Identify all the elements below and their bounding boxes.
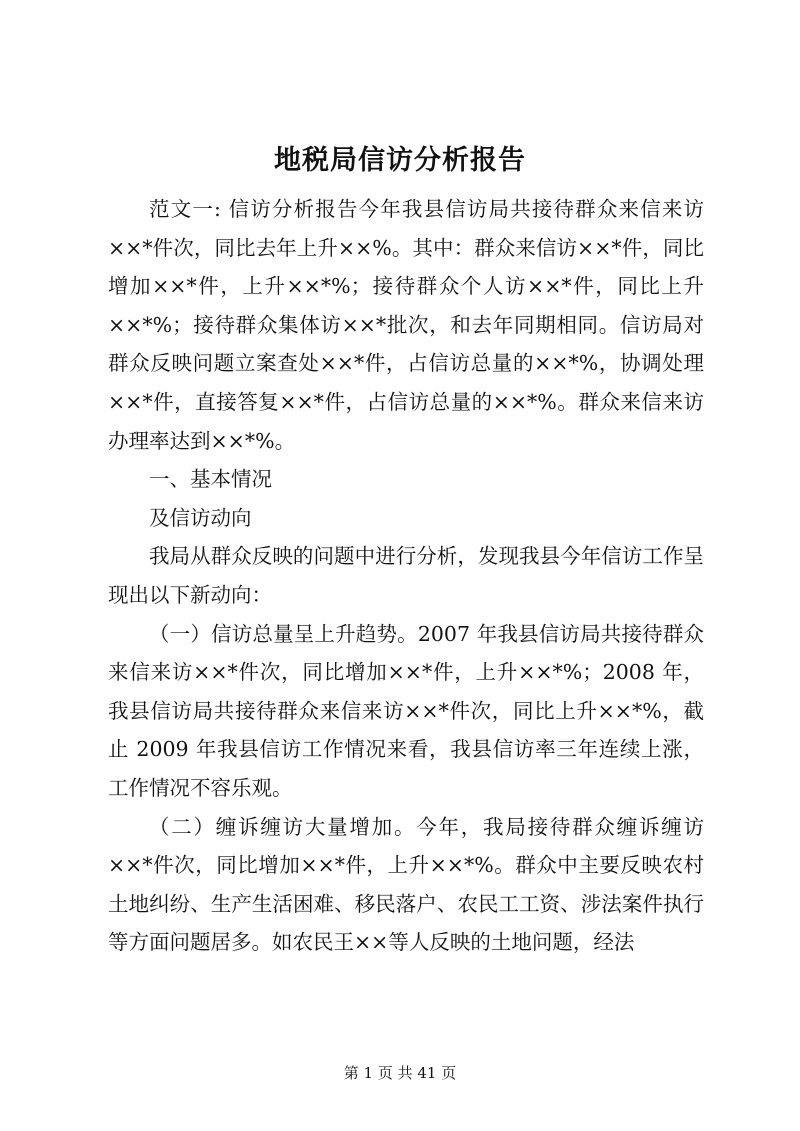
page-footer: 第 1 页 共 41 页 bbox=[343, 1064, 457, 1082]
document-title: 地税局信访分析报告 bbox=[274, 145, 526, 176]
paragraph-point-two: （二）缠诉缠访大量增加。今年，我局接待群众缠诉缠访××*件次，同比增加××*件，上升××*%。群众中主要反映农村土地纠纷、生产生活困难、移民落户、农民工工资、涉法案件执行等方面问题居多。如农民王××等人反映的土地问题，经法 bbox=[108, 814, 704, 955]
paragraph-heading-basic: 一、基本情况 bbox=[149, 467, 272, 492]
paragraph-analysis: 我局从群众反映的问题中进行分析，发现我县今年信访工作呈现出以下新动向： bbox=[108, 544, 704, 607]
paragraph-point-one: （一）信访总量呈上升趋势。2007 年我县信访局共接待群众来信来访××*件次，同比增加××*件，上升××*%；2008 年，我县信访局共接待群众来信来访××*件次，同比上升××*%，截止 2009 年我县信访工作情况来看，我县信访率三年连续上涨，工作情况不容乐观。 bbox=[108, 621, 704, 800]
paragraph-intro: 范文一: 信访分析报告今年我县信访局共接待群众来信来访××*件次，同比去年上升××%。其中：群众来信访××*件，同比增加××*件，上升××*%；接待群众个人访××*件，同比上升××*%；接待群众集体访××*批次，和去年同期相同。信访局对群众反映问题立案查处××*件，占信访总量的××*%，协调处理××*件，直接答复××*件，占信访总量的××*%。群众来信来访办理率达到××*%。 bbox=[108, 197, 704, 453]
document-body bbox=[108, 190, 704, 962]
paragraph-heading-trend: 及信访动向 bbox=[149, 505, 252, 530]
